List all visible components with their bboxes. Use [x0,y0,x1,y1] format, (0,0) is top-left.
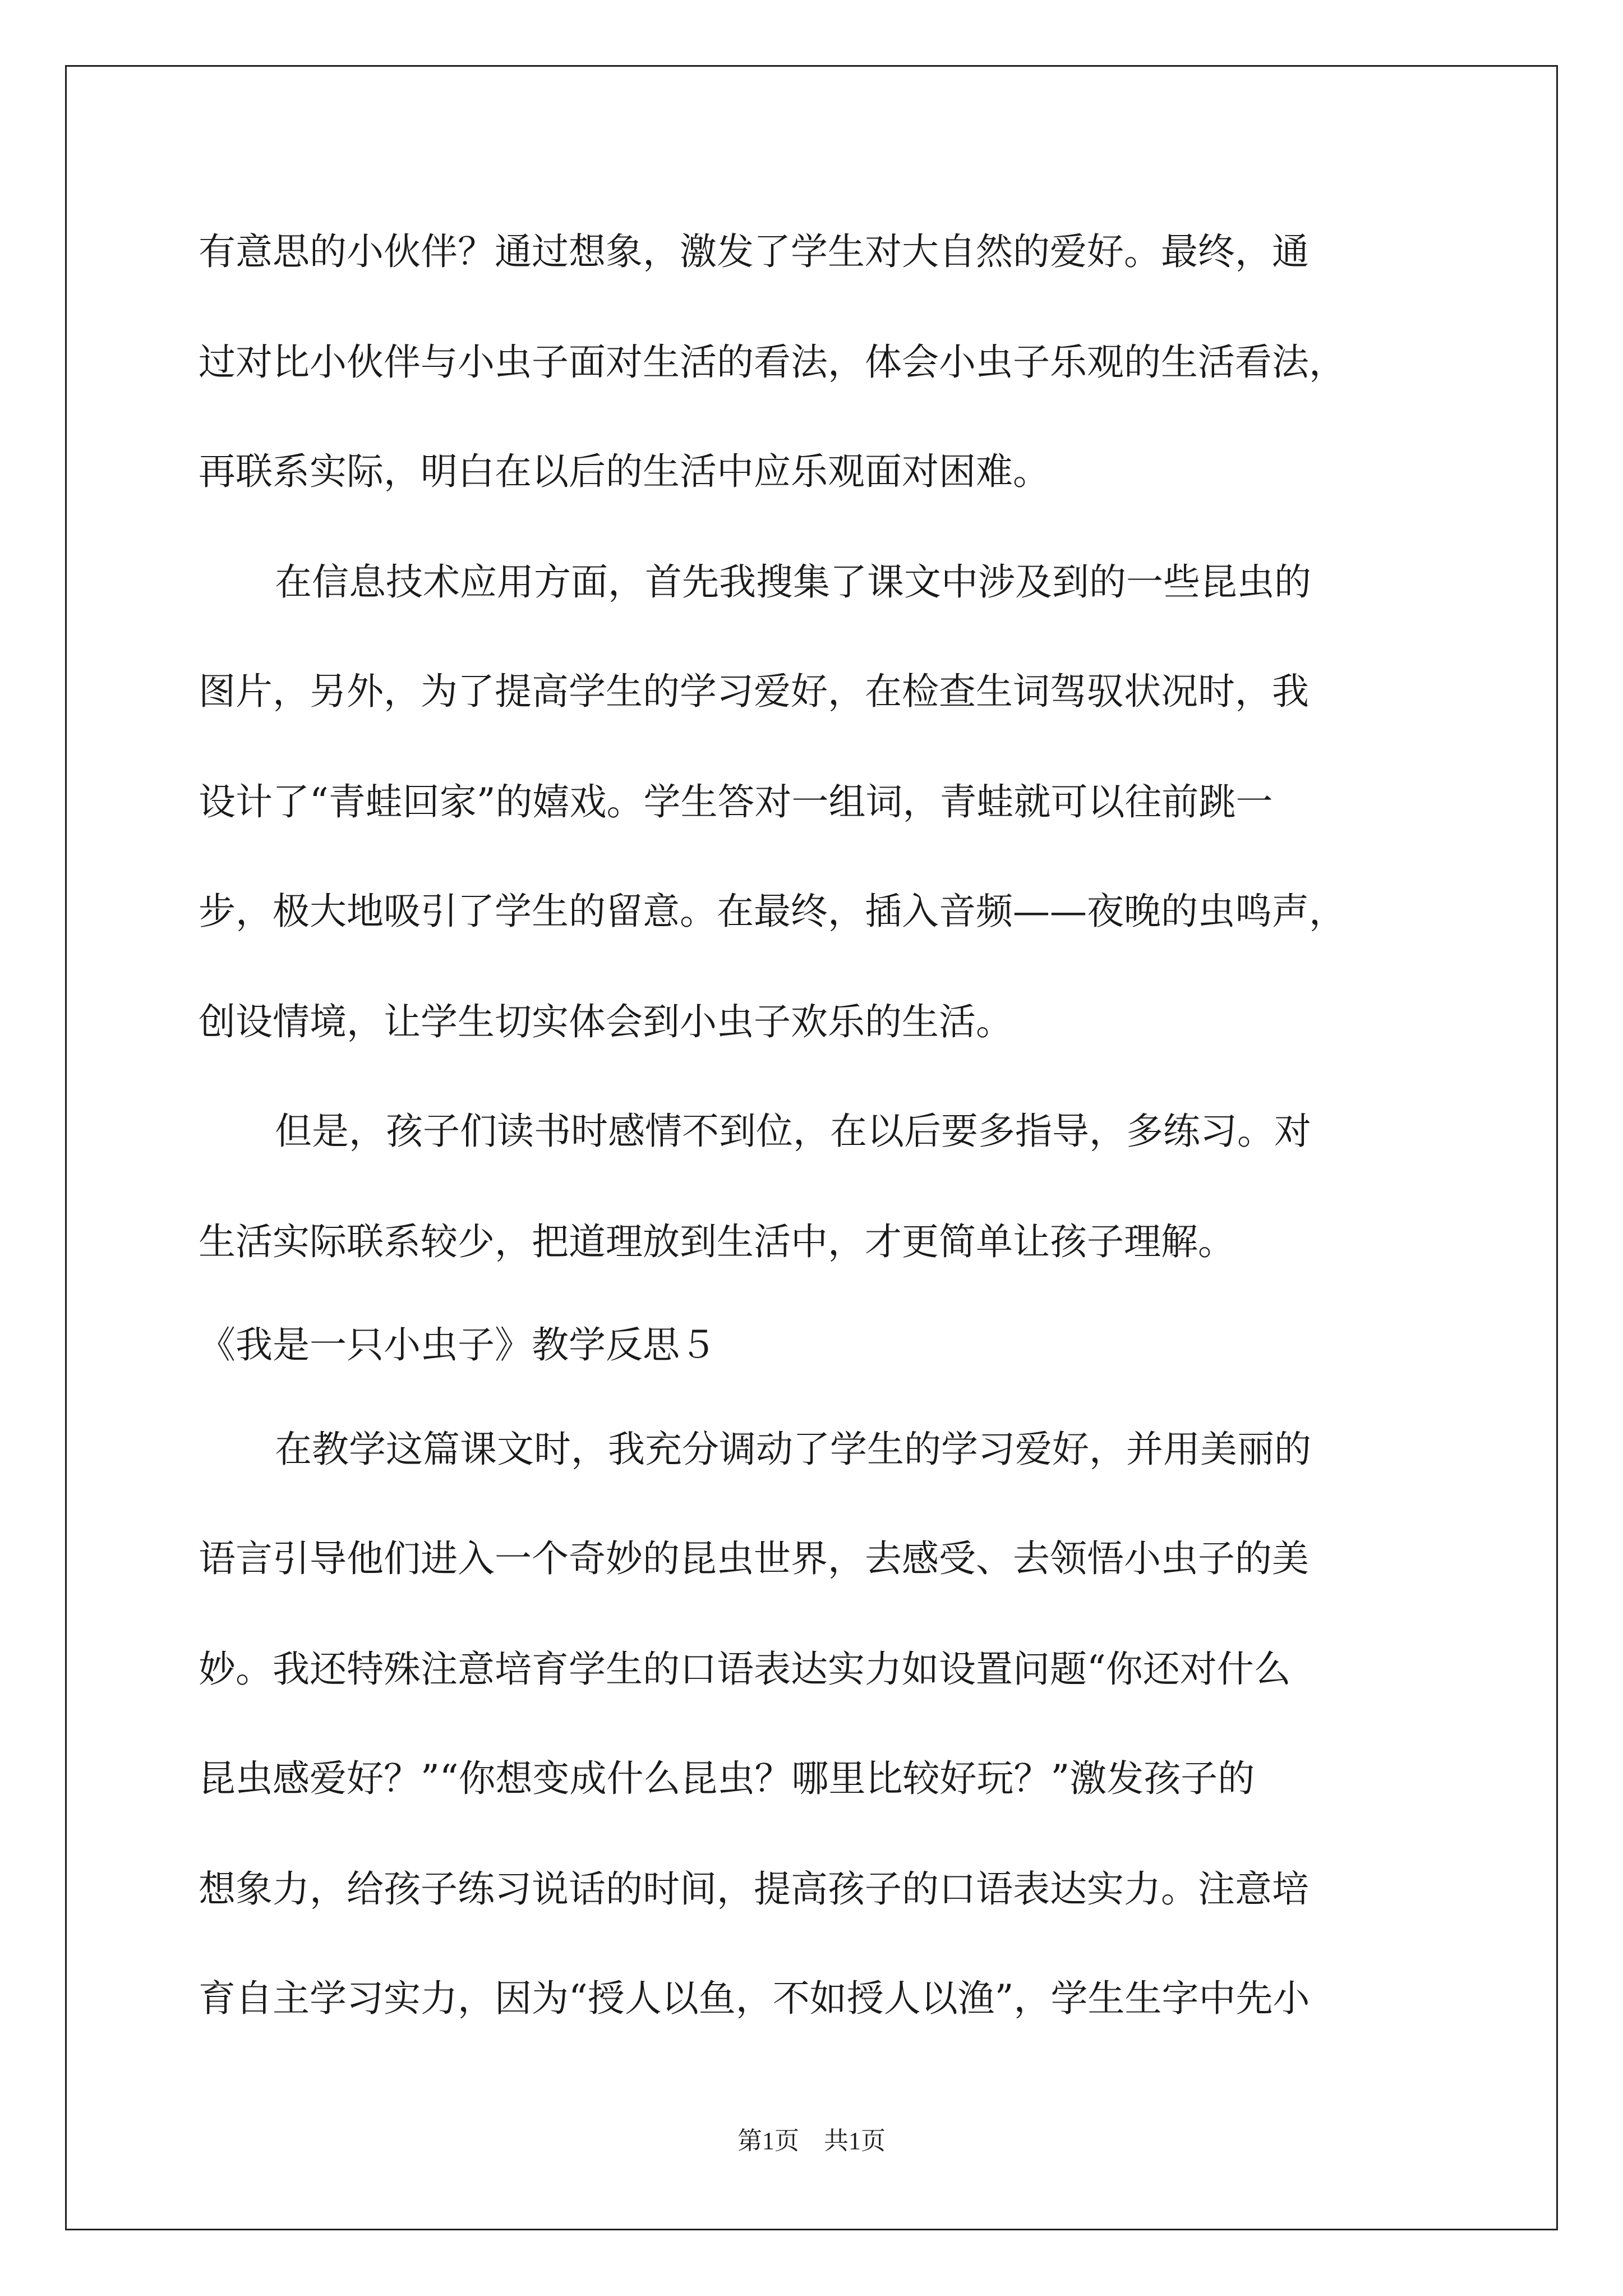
text-line: 语言引导他们进入一个奇妙的昆虫世界，去感受、去领悟小虫子的美 [199,1537,1309,1580]
text-line: 过对比小伙伴与小虫子面对生活的看法，体会小虫子乐观的生活看法， [199,341,1346,384]
text-line: 育自主学习实力，因为“授人以鱼，不如授人以渔”，学生生字中先小 [199,1977,1310,2020]
page-footer: 第1页 共1页 [737,2127,886,2155]
text-line: 创设情境，让学生切实体会到小虫子欢乐的生活。 [199,1000,1013,1043]
text-line: 在信息技术应用方面，首先我搜集了课文中涉及到的一些昆虫的 [275,560,1311,604]
section-heading: 《我是一只小虫子》教学反思５ [199,1323,717,1366]
text-line: 昆虫感爱好？”“你想变成什么昆虫？哪里比较好玩？”激发孩子的 [199,1757,1255,1800]
text-line: 但是，孩子们读书时感情不到位，在以后要多指导，多练习。对 [275,1110,1311,1153]
text-line: 步，极大地吸引了学生的留意。在最终，插入音频——夜晚的虫鸣声， [199,890,1346,933]
text-line: 想象力，给孩子练习说话的时间，提高孩子的口语表达实力。注意培 [199,1867,1309,1911]
text-line: 图片，另外，为了提高学生的学习爱好，在检查生词驾驭状况时，我 [199,670,1309,713]
text-line: 在教学这篇课文时，我充分调动了学生的学习爱好，并用美丽的 [275,1428,1311,1471]
text-line: 再联系实际，明白在以后的生活中应乐观面对困难。 [199,450,1050,493]
text-line: 设计了“青蛙回家”的嬉戏。学生答对一组词，青蛙就可以往前跳一 [199,780,1273,823]
text-line: 生活实际联系较少，把道理放到生活中，才更简单让孩子理解。 [199,1220,1235,1263]
text-line: 妙。我还特殊注意培育学生的口语表达实力如设置问题“你还对什么 [199,1648,1291,1691]
text-line: 有意思的小伙伴？通过想象，激发了学生对大自然的爱好。最终，通 [199,230,1309,273]
